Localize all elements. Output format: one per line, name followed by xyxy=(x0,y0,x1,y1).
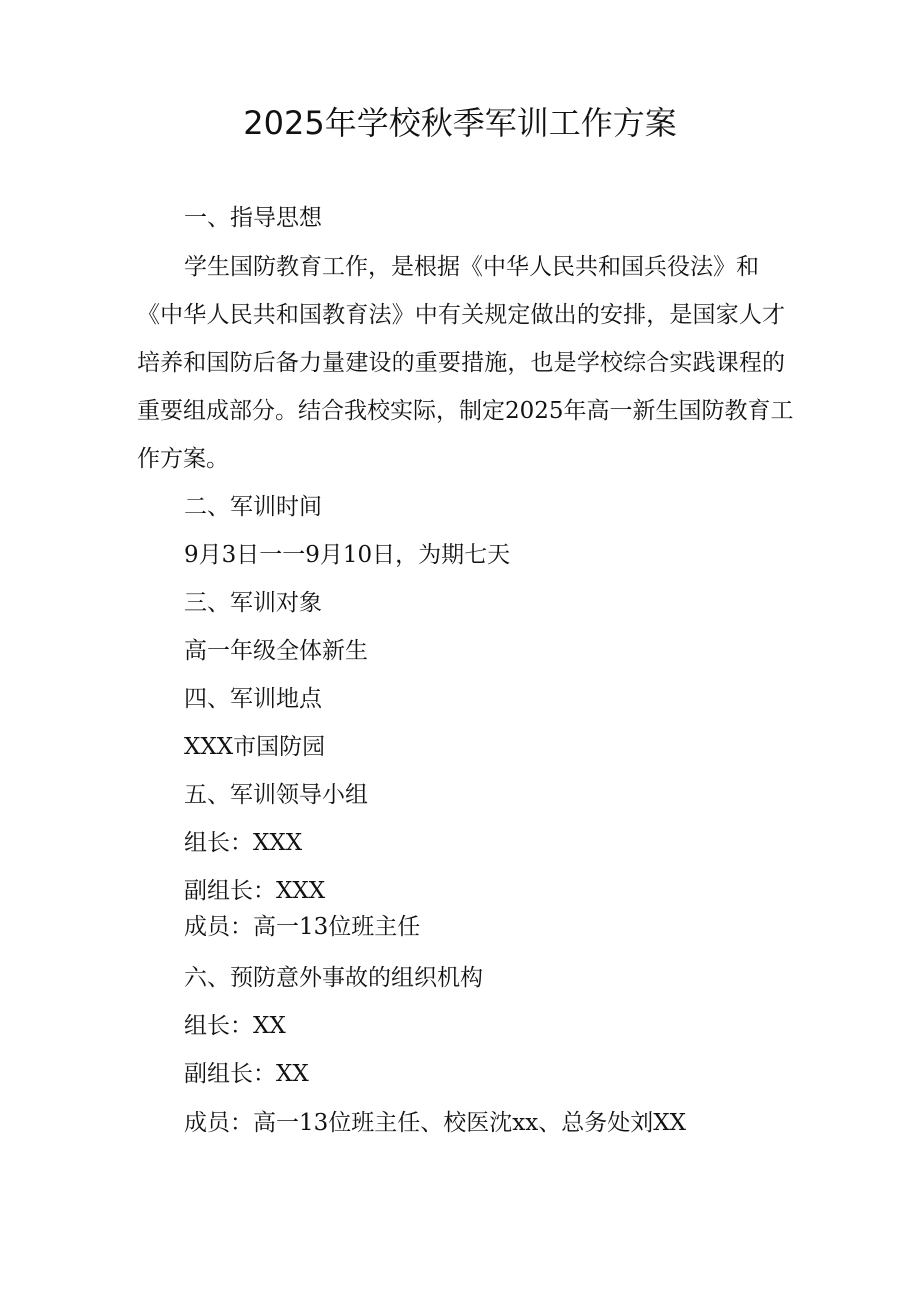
training-target-value: 高一年级全体新生 xyxy=(184,638,368,664)
training-location-value: XXX市国防园 xyxy=(184,734,326,760)
accident-prevention-leader: 组长：XX xyxy=(184,1013,286,1039)
paragraph-line: 培养和国防后备力量建设的重要措施，也是学校综合实践课程的 xyxy=(137,350,785,376)
section-heading-guiding-ideology: 一、指导思想 xyxy=(184,205,322,231)
training-time-value: 9月3日一一9月10日，为期七天 xyxy=(184,542,511,568)
leadership-group-members: 成员：高一13位班主任 xyxy=(184,914,421,940)
paragraph-line: 重要组成部分。结合我校实际，制定2025年高一新生国防教育工 xyxy=(137,398,794,424)
section-heading-accident-prevention: 六、预防意外事故的组织机构 xyxy=(184,965,483,991)
section-heading-training-target: 三、军训对象 xyxy=(184,590,322,616)
accident-prevention-members: 成员：高一13位班主任、校医沈xx、总务处刘XX xyxy=(184,1110,686,1136)
leadership-group-deputy: 副组长：XXX xyxy=(184,878,326,904)
paragraph-line: 作方案。 xyxy=(137,446,229,472)
document-title: 2025年学校秋季军训工作方案 xyxy=(243,104,677,142)
section-heading-training-time: 二、军训时间 xyxy=(184,494,322,520)
paragraph-line: 《中华人民共和国教育法》中有关规定做出的安排，是国家人才 xyxy=(137,302,785,328)
section-heading-training-location: 四、军训地点 xyxy=(184,686,322,712)
paragraph-line: 学生国防教育工作，是根据《中华人民共和国兵役法》和 xyxy=(184,254,759,280)
section-heading-leadership-group: 五、军训领导小组 xyxy=(184,782,368,808)
leadership-group-leader: 组长：XXX xyxy=(184,830,303,856)
accident-prevention-deputy: 副组长：XX xyxy=(184,1061,309,1087)
